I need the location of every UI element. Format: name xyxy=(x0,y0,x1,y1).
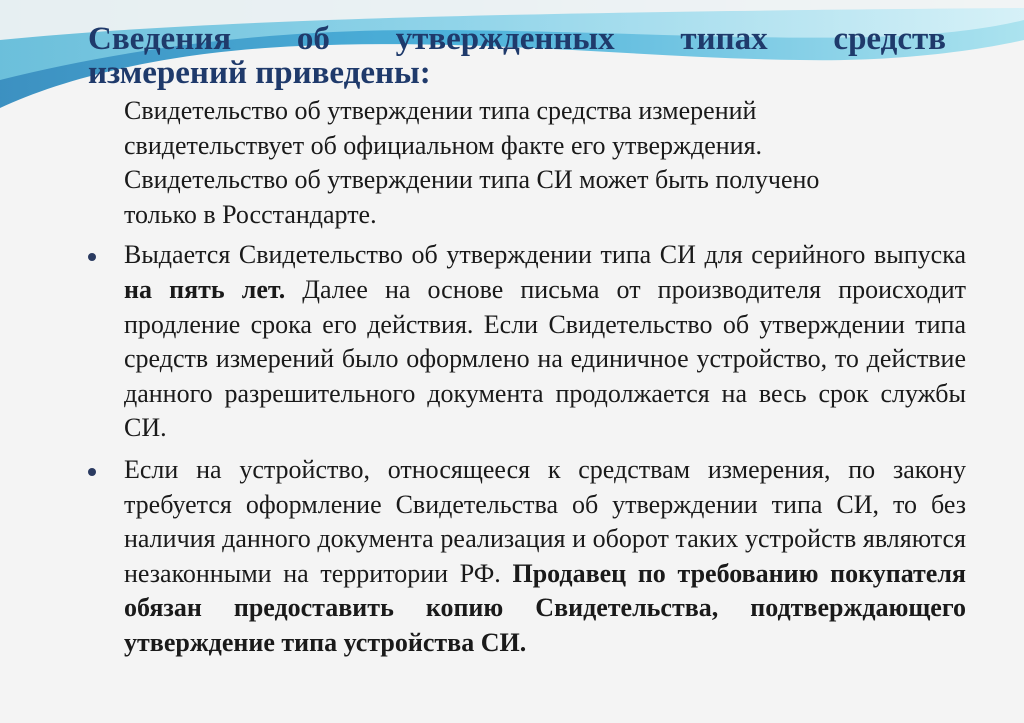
bullet1-text-cont: Далее на основе письма от производителя происходит продление срока его действия. Если Свидетельство об утверждении типа средств измерений было оформлено на единичное устройство, то действие данного разрешительного документа продолжается на весь срок службы СИ. xyxy=(124,274,966,443)
title-line-2: измерений приведены: xyxy=(88,55,431,91)
bullet-dot-icon xyxy=(88,468,96,476)
title-line-1: Сведения об утвержденных типах средств xyxy=(88,21,946,57)
intro-line-2: свидетельствует об официальном факте его утверждения. xyxy=(124,130,763,160)
intro-line-1: Свидетельство об утверждении типа средства измерений xyxy=(124,96,757,125)
slide-body xyxy=(124,94,966,668)
slide-title xyxy=(88,22,946,90)
bullet2-bold: Продавец по требованию покупателя обязан предоставить копию Свидетельства, подтверждающего утверждение типа устройства СИ. xyxy=(124,558,967,657)
bullet-item xyxy=(124,453,966,661)
intro-line-4: только в Росстандарте. xyxy=(124,199,377,229)
bullet-item xyxy=(124,238,966,446)
bullet1-bold: на пять лет. xyxy=(124,274,286,304)
intro-paragraph xyxy=(124,94,966,232)
bullet2-text: Если на устройство, относящееся к средствам измерения, по закону требуется оформление Свидетельства об утверждении типа СИ, то без наличия данного документа реализация и оборот таких устройств являются незаконными на территории РФ. xyxy=(124,454,966,588)
bullet1-text: Выдается Свидетельство об утверждении типа СИ для серийного выпуска xyxy=(124,240,966,270)
intro-line-3: Свидетельство об утверждении типа СИ может быть получено xyxy=(124,165,820,195)
